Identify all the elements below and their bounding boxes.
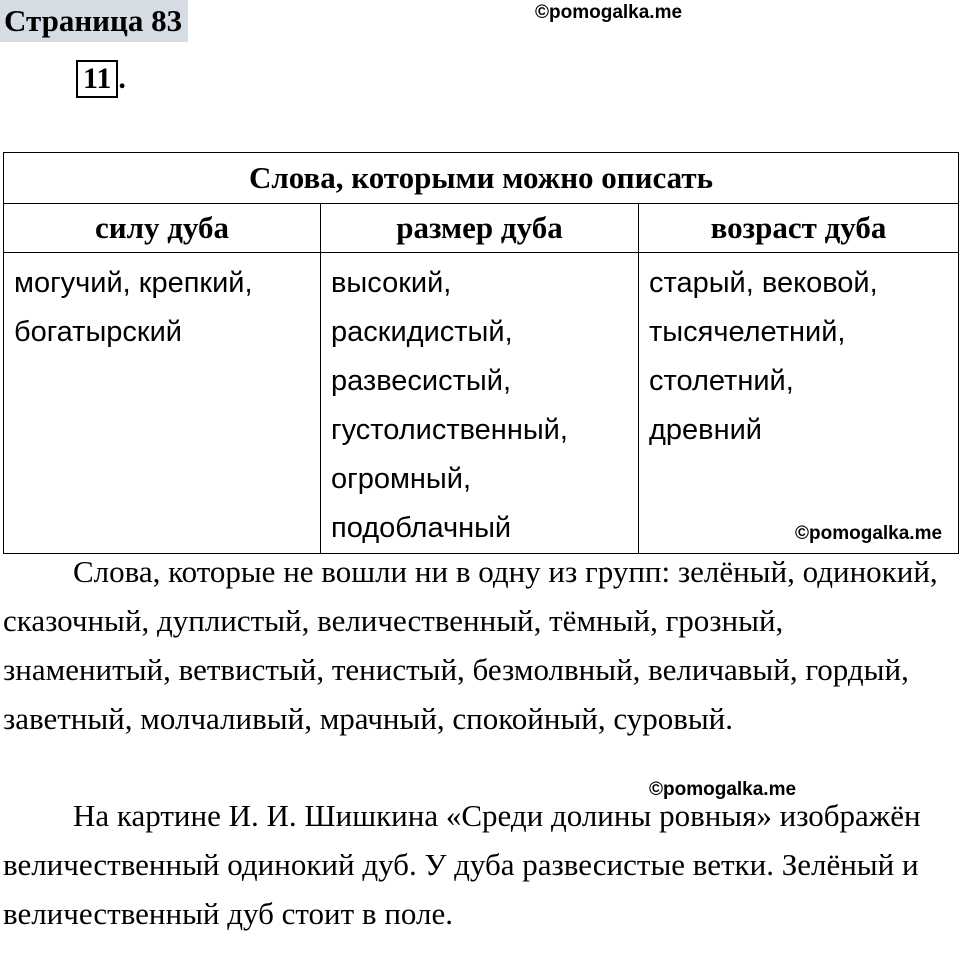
word-item: столетний, bbox=[649, 365, 794, 397]
column-header-strength: силу дуба bbox=[4, 204, 321, 253]
word-item: тысячелетний, bbox=[649, 316, 846, 348]
paragraph-painting-description: На картине И. И. Шишкина «Среди долины ровныя» изображён величественный одинокий дуб. У дуба развесистые ветки. Зелёный и величественный дуб стоит в поле. bbox=[3, 798, 921, 931]
task-number-dot: . bbox=[118, 62, 126, 95]
watermark: ©pomogalka.me bbox=[649, 779, 797, 800]
column-cell-size bbox=[321, 253, 639, 554]
word-item: подоблачный bbox=[331, 512, 512, 544]
words-table bbox=[3, 152, 959, 554]
watermark: ©pomogalka.me bbox=[535, 2, 683, 23]
column-cell-age bbox=[639, 253, 959, 554]
column-header-size: размер дуба bbox=[321, 204, 639, 253]
word-item: густолиственный, bbox=[331, 414, 568, 446]
task-number-box: 11 bbox=[76, 60, 118, 98]
word-item: могучий, крепкий, bbox=[14, 267, 253, 299]
word-item: огромный, bbox=[331, 463, 472, 495]
word-item: раскидистый, bbox=[331, 316, 513, 348]
page-title: Страница 83 bbox=[0, 0, 188, 42]
watermark: ©pomogalka.me bbox=[795, 523, 943, 544]
word-item: высокий, bbox=[331, 267, 452, 299]
table-caption: Слова, которыми можно описать bbox=[4, 153, 959, 204]
word-item: старый, вековой, bbox=[649, 267, 878, 299]
word-item: богатырский bbox=[14, 316, 183, 348]
word-item: древний bbox=[649, 414, 762, 446]
paragraph-remaining-words: Слова, которые не вошли ни в одну из групп: зелёный, одинокий, сказочный, дуплистый, величественный, тёмный, грозный, знаменитый, ветвистый, тенистый, безмолвный, величавый, гордый, заветный, молчаливый, мрачный, спокойный, суровый. bbox=[3, 554, 938, 736]
task-number bbox=[76, 60, 126, 98]
column-header-age: возраст дуба bbox=[639, 204, 959, 253]
word-item: развесистый, bbox=[331, 365, 512, 397]
column-cell-strength bbox=[4, 253, 321, 554]
